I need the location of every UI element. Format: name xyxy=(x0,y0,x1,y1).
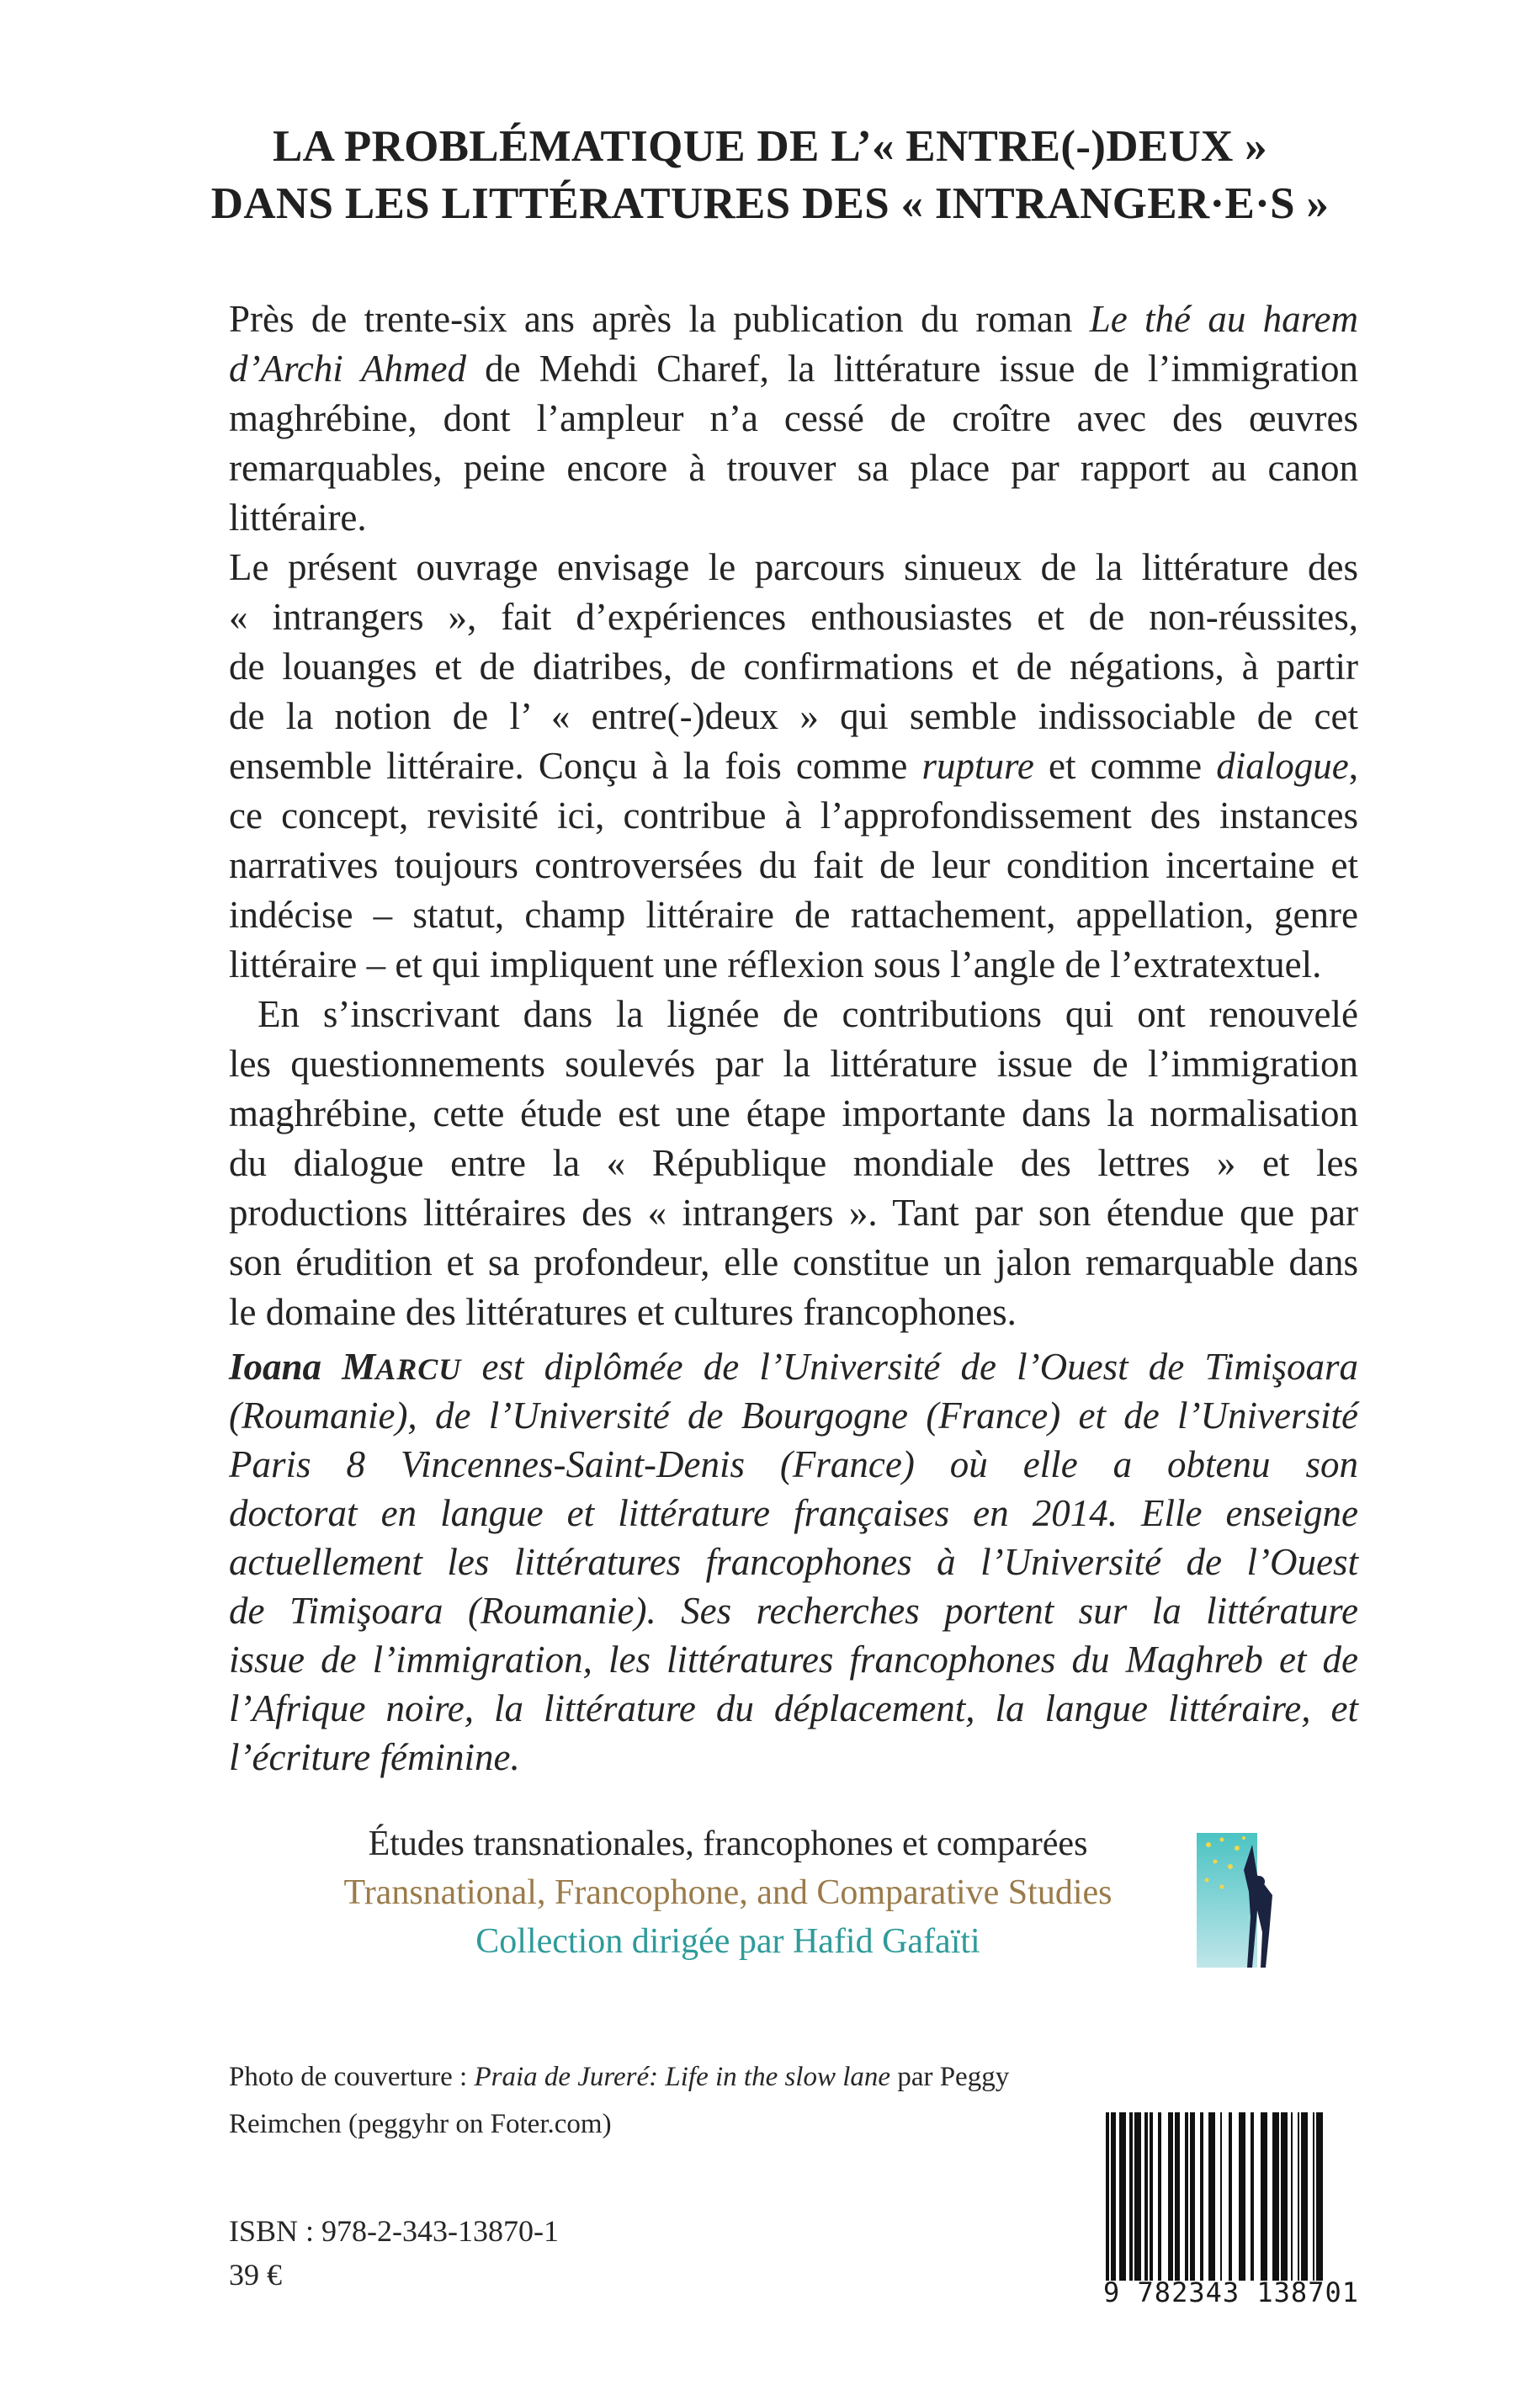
bio-line: doctorat en langue et littérature françaises en 2014. Elle enseigne xyxy=(229,1492,1358,1534)
barcode-bar xyxy=(1313,2112,1314,2281)
barcode-bar xyxy=(1150,2112,1153,2281)
summary-line: En s’inscrivant dans la lignée de contributions qui ont renouvelé xyxy=(258,993,1358,1035)
barcode-bar xyxy=(1144,2112,1148,2281)
bio-line: actuellement les littératures francophones à l’Université de l’Ouest xyxy=(229,1541,1358,1583)
barcode-digits: 9 782343 138701 xyxy=(1103,2276,1359,2308)
series-director: Collection dirigée par Hafid Gafaïti xyxy=(475,1922,980,1961)
summary-line: littéraire – et qui impliquent une réflexion sous l’angle de l’extratextuel. xyxy=(229,943,1322,985)
barcode-bar xyxy=(1119,2112,1126,2281)
bio-line: issue de l’immigration, les littératures francophones du Maghreb et de xyxy=(229,1639,1358,1681)
bio-line: l’Afrique noire, la littérature du déplacement, la langue littéraire, et xyxy=(229,1687,1358,1729)
barcode-bar xyxy=(1106,2112,1109,2281)
summary-line: maghrébine, dont l’ampleur n’a cessé de croître avec des œuvres xyxy=(229,397,1358,439)
summary-line: productions littéraires des « intrangers ». Tant par son étendue que par xyxy=(229,1192,1358,1234)
barcode-bar xyxy=(1251,2112,1254,2281)
summary-line: « intrangers », fait d’expériences enthousiastes et de non-réussites, xyxy=(229,596,1358,638)
summary-line: de la notion de l’ « entre(-)deux » qui semble indissociable de cet xyxy=(229,695,1358,737)
barcode-bar xyxy=(1272,2112,1279,2281)
author-name: Ioana MARCU xyxy=(229,1346,462,1388)
title-line-1: LA PROBLÉMATIQUE DE L’« ENTRE(-)DEUX » xyxy=(273,122,1267,171)
barcode xyxy=(1101,2112,1362,2281)
series-french-title: Études transnationales, francophones et comparées xyxy=(368,1825,1088,1863)
barcode-bar xyxy=(1208,2112,1215,2281)
summary-line: littéraire. xyxy=(229,497,367,539)
barcode-bar xyxy=(1261,2112,1267,2281)
title-line-2: DANS LES LITTÉRATURES DES « INTRANGER·E·S » xyxy=(210,179,1330,228)
barcode-bar xyxy=(1168,2112,1173,2281)
bio-line: l’écriture féminine. xyxy=(229,1736,520,1778)
summary-line: ce concept, revisité ici, contribue à l’approfondissement des instances xyxy=(229,794,1358,837)
cover-photo-credit xyxy=(229,2053,1070,2148)
summary-line: maghrébine, cette étude est une étape importante dans la normalisation xyxy=(229,1092,1358,1134)
author-bio xyxy=(229,1342,1358,1782)
price: 39 € xyxy=(229,2258,282,2292)
summary-line: de louanges et de diatribes, de confirmations et de négations, à partir xyxy=(229,645,1358,688)
back-cover-title xyxy=(168,118,1372,232)
summary-line: indécise – statut, champ littéraire de rattachement, appellation, genre xyxy=(229,894,1358,936)
bio-line: Paris 8 Vincennes-Saint-Denis (France) où elle a obtenu son xyxy=(229,1443,1358,1485)
series-info xyxy=(236,1819,1220,1966)
bio-line: de Timişoara (Roumanie). Ses recherches portent sur la littérature xyxy=(229,1590,1358,1632)
series-logo-icon xyxy=(1197,1833,1291,1968)
summary-line: du dialogue entre la « République mondiale des lettres » et les xyxy=(229,1142,1358,1184)
bio-line: (Roumanie), de l’Université de Bourgogne (France) et de l’Université xyxy=(229,1394,1358,1437)
barcode-bar xyxy=(1134,2112,1141,2281)
barcode-bar xyxy=(1129,2112,1133,2281)
barcode-bar xyxy=(1111,2112,1116,2281)
summary-text xyxy=(229,295,1358,1337)
isbn-price-block xyxy=(229,2209,818,2297)
bio-line: Ioana MARCU est diplômée de l’Université de l’Ouest de Timişoara xyxy=(229,1346,1358,1388)
barcode-bar xyxy=(1220,2112,1222,2281)
barcode-bar xyxy=(1239,2112,1245,2281)
credit-line-1: Photo de couverture : Praia de Jureré: Life in the slow lane par Peggy xyxy=(229,2062,1010,2092)
summary-line: d’Archi Ahmed de Mehdi Charef, la littérature issue de l’immigration xyxy=(229,348,1358,390)
summary-line: son érudition et sa profondeur, elle constitue un jalon remarquable dans xyxy=(229,1241,1358,1283)
barcode-bar xyxy=(1190,2112,1195,2281)
summary-line: narratives toujours controversées du fait de leur condition incertaine et xyxy=(229,844,1358,886)
summary-line: remarquables, peine encore à trouver sa place par rapport au canon xyxy=(229,447,1358,489)
barcode-bar xyxy=(1200,2112,1203,2281)
summary-line: Le présent ouvrage envisage le parcours sinueux de la littérature des xyxy=(229,546,1358,588)
barcode-bar xyxy=(1175,2112,1180,2281)
barcode-bar xyxy=(1158,2112,1161,2281)
barcode-bar xyxy=(1281,2112,1288,2281)
barcode-bar xyxy=(1229,2112,1232,2281)
summary-line: les questionnements soulevés par la littérature issue de l’immigration xyxy=(229,1043,1358,1085)
barcode-bar xyxy=(1316,2112,1323,2281)
barcode-bar xyxy=(1298,2112,1299,2281)
series-english-title: Transnational, Francophone, and Comparative Studies xyxy=(343,1873,1113,1912)
barcode-bar xyxy=(1185,2112,1188,2281)
summary-line: le domaine des littératures et cultures francophones. xyxy=(229,1291,1017,1333)
isbn: ISBN : 978-2-343-13870-1 xyxy=(229,2214,559,2248)
summary-line: Près de trente-six ans après la publication du roman Le thé au harem xyxy=(229,298,1358,340)
barcode-bar xyxy=(1291,2112,1293,2281)
credit-line-2: Reimchen (peggyhr on Foter.com) xyxy=(229,2109,612,2139)
barcode-bar xyxy=(1301,2112,1308,2281)
summary-line: ensemble littéraire. Conçu à la fois comme rupture et comme dialogue, xyxy=(229,745,1358,787)
